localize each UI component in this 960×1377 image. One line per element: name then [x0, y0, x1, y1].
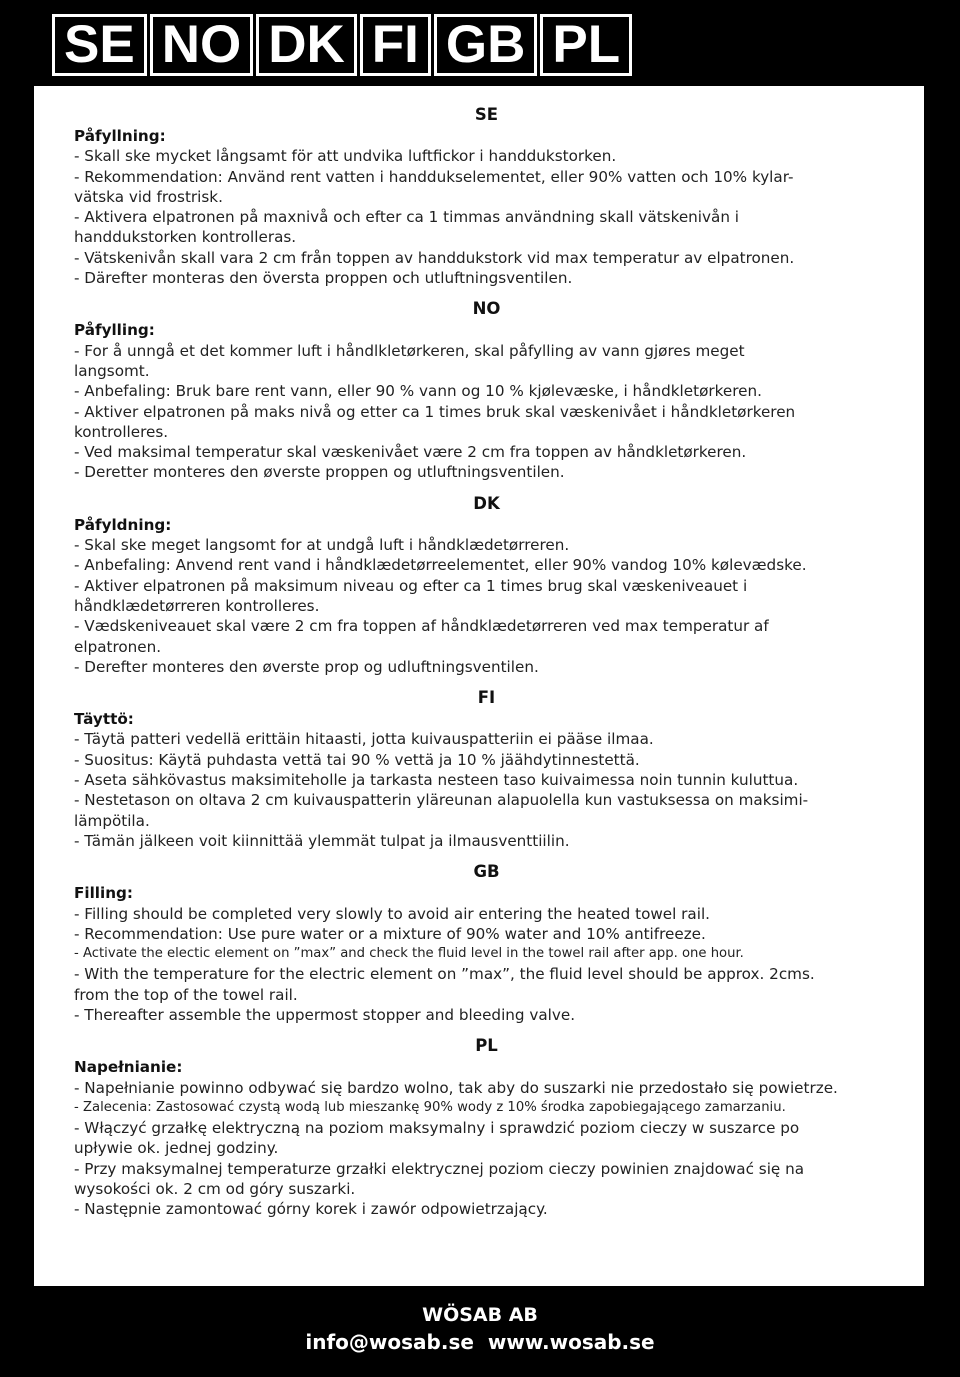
section-heading-dk: DK	[473, 493, 500, 513]
section-title-gb: Filling:	[74, 884, 133, 903]
instruction-line: - Włączyć grzałkę elektryczną na poziom maksymalny i sprawdzić poziom cieczy w suszarce po	[74, 1119, 800, 1138]
instruction-line: from the top of the towel rail.	[74, 985, 298, 1004]
language-tab-fi[interactable]: FI	[360, 14, 431, 76]
instruction-line: - Suositus: Käytä puhdasta vettä tai 90 % vettä ja 10 % jäähdytinnestettä.	[74, 750, 640, 769]
instruction-line: - Przy maksymalnej temperaturze grzałki elektrycznej poziom cieczy powinien znajdować się na	[74, 1159, 805, 1178]
footer-website-link[interactable]: www.wosab.se	[487, 1330, 655, 1354]
section-title-dk: Påfyldning:	[74, 515, 172, 534]
language-tab-pl[interactable]: PL	[540, 14, 632, 76]
instruction-line: - Derefter monteres den øverste prop og udluftningsventilen.	[74, 657, 539, 676]
section-title-pl: Napełnianie:	[74, 1058, 183, 1077]
instruction-line: wysokości ok. 2 cm od góry suszarki.	[74, 1180, 356, 1199]
language-tab-no[interactable]: NO	[150, 14, 254, 76]
instruction-line: - Następnie zamontować górny korek i zawór odpowietrzający.	[74, 1200, 548, 1219]
instruction-line: - Aktiver elpatronen på maks nivå og etter ca 1 times bruk skal væskenivået i håndkletørkeren	[74, 402, 796, 421]
instruction-line: - Aseta sähkövastus maksimiteholle ja tarkasta nesteen taso kuivaimessa noin tunnin kuluttua.	[74, 771, 799, 790]
instruction-line: - Recommendation: Use pure water or a mixture of 90% water and 10% antifreeze.	[74, 924, 706, 943]
instruction-line: - Täytä patteri vedellä erittäin hitaasti, jotta kuivauspatteriin ei pääse ilmaa.	[74, 730, 654, 749]
section-heading-se: SE	[474, 105, 499, 124]
section-heading-pl: PL	[475, 1036, 498, 1056]
instruction-line: - Vædskeniveauet skal være 2 cm fra toppen af håndklædetørreren ved max temperatur af	[74, 617, 769, 636]
footer-email-link[interactable]: info@wosab.se	[305, 1330, 474, 1354]
instruction-line: - Rekommendation: Använd rent vatten i handdukselementet, eller 90% vatten och 10% kylar-	[74, 167, 794, 186]
instruction-line: - Napełnianie powinno odbywać się bardzo wolno, tak aby do suszarki nie przedostało się powietrze.	[74, 1078, 838, 1097]
section-title-se: Påfyllning:	[74, 127, 166, 145]
instruction-line: - Zalecenia: Zastosować czystą wodą lub mieszankę 90% wody z 10% środka zapobiegającego zamarzaniu.	[74, 1099, 786, 1115]
section-heading-fi: FI	[477, 688, 496, 708]
instruction-line: handdukstorken kontrolleras.	[74, 228, 297, 247]
instruction-line: - Tämän jälkeen voit kiinnittää ylemmät tulpat ja ilmausventtiilin.	[74, 831, 570, 850]
instruction-line: - Därefter monteras den översta proppen och utluftningsventilen.	[74, 269, 573, 288]
instruction-line: - Anbefaling: Bruk bare rent vann, eller 90 % vann og 10 % kjølevæske, i håndkletørkeren.	[74, 382, 762, 401]
section-heading-gb: GB	[473, 862, 500, 882]
instruction-line: - For å unngå et det kommer luft i håndlkletørkeren, skal påfylling av vann gjøres meget	[74, 341, 745, 360]
instruction-line: lämpötila.	[74, 811, 150, 830]
instruction-page	[34, 86, 924, 1286]
instruction-line: - Anbefaling: Anvend rent vand i håndklædetørreelementet, eller 90% vandog 10% kølevædske.	[74, 556, 807, 575]
instruction-line: upływie ok. jednej godziny.	[74, 1139, 279, 1158]
section-heading-no: NO	[472, 299, 501, 319]
instruction-line: - Nestetason on oltava 2 cm kuivauspatterin yläreunan alapuolella kun vastuksessa on maksimi-	[74, 791, 809, 810]
footer-contact	[0, 1330, 960, 1354]
instruction-line: - With the temperature for the electric element on ”max”, the fluid level should be approx. 2cms.	[74, 965, 815, 984]
instruction-line: - Skall ske mycket långsamt för att undvika luftfickor i handdukstorken.	[74, 147, 617, 166]
instruction-line: - Thereafter assemble the uppermost stopper and bleeding valve.	[74, 1005, 576, 1024]
instruction-line: - Ved maksimal temperatur skal væskenivået være 2 cm fra toppen av håndkletørkeren.	[74, 443, 747, 462]
language-tab-dk[interactable]: DK	[256, 14, 357, 76]
instruction-line: - Activate the electic element on ”max” and check the fluid level in the towel rail after app. one hour.	[74, 946, 744, 962]
instruction-content	[74, 104, 914, 1220]
section-title-no: Påfylling:	[74, 321, 155, 340]
language-tab-bar	[52, 14, 632, 76]
instruction-line: håndklædetørreren kontrolleres.	[74, 596, 320, 615]
footer-company-name: WÖSAB AB	[422, 1304, 538, 1326]
instruction-line: kontrolleres.	[74, 422, 169, 441]
instruction-line: - Filling should be completed very slowly to avoid air entering the heated towel rail.	[74, 904, 710, 923]
language-tab-se[interactable]: SE	[52, 14, 147, 76]
instruction-line: vätska vid frostrisk.	[74, 187, 223, 206]
instruction-line: - Vätskenivån skall vara 2 cm från toppen av handdukstork vid max temperatur av elpatronen.	[74, 248, 795, 267]
instruction-line: elpatronen.	[74, 637, 162, 656]
instruction-line: - Deretter monteres den øverste proppen og utluftningsventilen.	[74, 463, 565, 482]
section-title-fi: Täyttö:	[74, 710, 134, 729]
language-tab-gb[interactable]: GB	[434, 14, 538, 76]
instruction-line: langsomt.	[74, 361, 150, 380]
instruction-line: - Aktiver elpatronen på maksimum niveau og efter ca 1 times brug skal væskeniveauet i	[74, 576, 748, 595]
instruction-line: - Skal ske meget langsomt for at undgå luft i håndklædetørreren.	[74, 536, 570, 555]
instruction-line: - Aktivera elpatronen på maxnivå och efter ca 1 timmas användning skall vätskenivån i	[74, 208, 739, 227]
